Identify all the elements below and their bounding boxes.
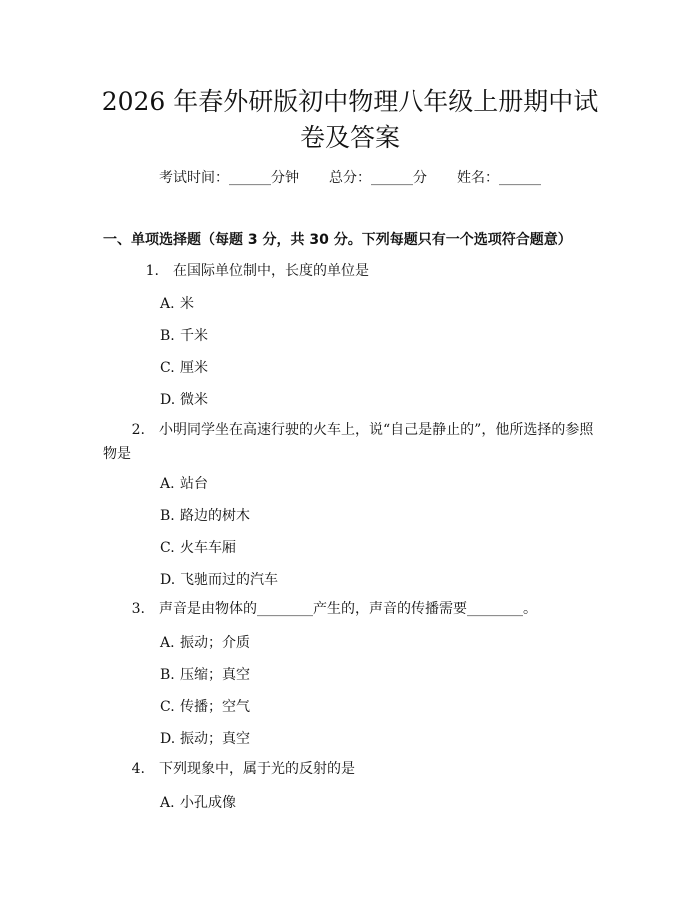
question-text: 下列现象中，属于光的反射的是 (159, 761, 355, 777)
question-text: 在国际单位制中，长度的单位是 (173, 263, 369, 279)
question-2-option-d (160, 570, 278, 590)
option-text: 飞驰而过的汽车 (180, 572, 278, 588)
name-blank: ______ (499, 170, 541, 186)
question-3-option-c (160, 697, 250, 717)
option-letter: A. (160, 476, 175, 492)
option-text: 路边的树木 (180, 508, 250, 524)
question-3-option-a (160, 633, 250, 653)
question-text: 声音是由物体的________产生的，声音的传播需要________。 (159, 601, 537, 617)
time-blank: ______ (229, 170, 271, 186)
question-1-stem (103, 259, 603, 283)
option-text: 站台 (180, 476, 208, 492)
question-4-option-a (160, 793, 236, 813)
score-unit: 分 (413, 170, 427, 186)
question-1-option-a (160, 294, 194, 314)
option-text: 小孔成像 (180, 795, 236, 811)
question-2-option-c (160, 538, 236, 558)
question-number: 2. (131, 422, 145, 438)
name-label: 姓名： (457, 170, 499, 186)
question-1-option-c (160, 358, 208, 378)
question-2-option-a (160, 474, 208, 494)
option-letter: C. (160, 360, 175, 376)
question-4-stem (103, 757, 603, 781)
option-text: 千米 (180, 328, 208, 344)
question-2-option-b (160, 506, 250, 526)
option-text: 米 (180, 296, 194, 312)
question-1-option-d (160, 390, 208, 410)
option-letter: C. (160, 540, 175, 556)
question-text-line-2: 物是 (103, 446, 131, 462)
score-blank: ______ (371, 170, 413, 186)
exam-title-line-2: 卷及答案 (299, 123, 400, 152)
option-letter: A. (160, 795, 175, 811)
option-text: 振动；真空 (180, 731, 250, 747)
option-text: 传播；空气 (180, 699, 250, 715)
question-text-line-1: 小明同学坐在高速行驶的火车上，说“自己是静止的”，他所选择的参照 (159, 422, 594, 438)
option-text: 振动；介质 (180, 635, 250, 651)
option-text: 火车车厢 (180, 540, 236, 556)
option-text: 压缩；真空 (180, 667, 250, 683)
option-letter: D. (160, 731, 176, 747)
option-letter: B. (160, 508, 175, 524)
question-3-stem (103, 597, 623, 621)
option-text: 微米 (180, 392, 208, 408)
question-2-stem (103, 418, 623, 466)
question-3-option-d (160, 729, 250, 749)
option-letter: A. (160, 635, 175, 651)
section-1-heading: 一、单项选择题（每题 3 分，共 30 分。下列每题只有一个选项符合题意） (103, 232, 572, 248)
time-label: 考试时间： (159, 170, 229, 186)
score-label: 总分： (329, 170, 371, 186)
question-number: 1. (145, 263, 159, 279)
option-text: 厘米 (180, 360, 208, 376)
option-letter: D. (160, 392, 176, 408)
question-3-option-b (160, 665, 250, 685)
time-unit: 分钟 (271, 170, 299, 186)
option-letter: B. (160, 328, 175, 344)
exam-title-line-1: 2026 年春外研版初中物理八年级上册期中试 (101, 87, 599, 116)
option-letter: B. (160, 667, 175, 683)
question-1-option-b (160, 326, 208, 346)
question-number: 4. (131, 761, 145, 777)
option-letter: C. (160, 699, 175, 715)
exam-meta-line (0, 168, 700, 188)
option-letter: A. (160, 296, 175, 312)
question-number: 3. (131, 601, 145, 617)
option-letter: D. (160, 572, 176, 588)
